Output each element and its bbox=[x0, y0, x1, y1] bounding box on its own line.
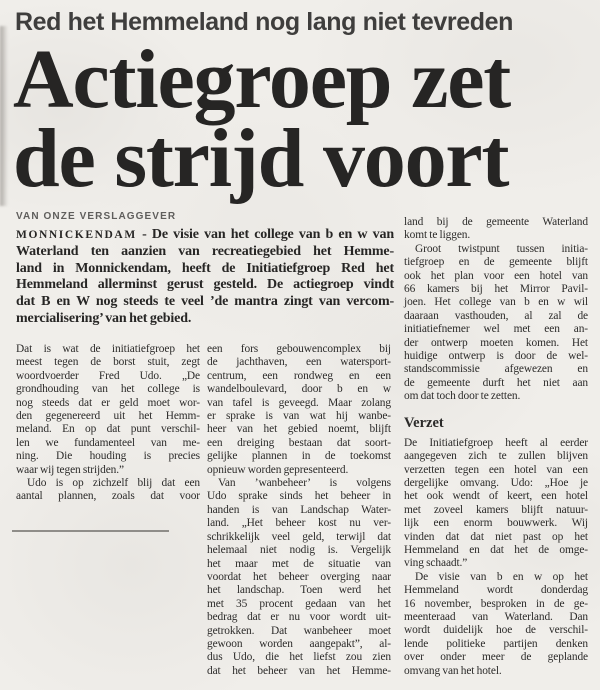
body-paragraph bbox=[404, 437, 588, 571]
text-line: het maar met de situatie van bbox=[207, 557, 391, 570]
body-paragraph bbox=[16, 343, 200, 477]
column-middle bbox=[207, 343, 391, 678]
text-line: aantal plannen, zoals dat voor bbox=[16, 490, 200, 503]
text-line: joen. Het college van b en w wil bbox=[404, 296, 588, 309]
text-line: bedrag dat er nu voor wordt uit- bbox=[207, 611, 391, 624]
text-line: met 35 procent gedaan van het bbox=[207, 597, 391, 610]
text-line: land. „Het beheer kost nu ver- bbox=[207, 517, 391, 530]
text-line: een dreiging bestaan dat soort- bbox=[207, 436, 391, 449]
intro-lines bbox=[16, 244, 394, 328]
text-line: handen is van Landschap Water- bbox=[207, 503, 391, 516]
column-left bbox=[16, 343, 200, 504]
text-line: opnieuw worden gepresenteerd. bbox=[207, 463, 349, 476]
text-line: het landschap. Toen werd het bbox=[207, 584, 391, 597]
text-line: 16 november, besproken in de ge- bbox=[404, 597, 588, 610]
body-paragraph bbox=[404, 571, 588, 678]
text-line: verzetten tegen een hotel van een bbox=[404, 463, 588, 476]
text-line: ook het plan voor een hotel van bbox=[404, 269, 588, 282]
text-line: Udo sprake sinds het beheer in bbox=[207, 490, 391, 503]
text-line: De visie van b en w op het bbox=[415, 570, 588, 583]
text-line: woordvoerder Fred Udo. „De bbox=[16, 369, 200, 382]
body-paragraph bbox=[404, 216, 588, 243]
text-line: het ook wendt of keert, een hotel bbox=[404, 490, 588, 503]
text-line: helemaal niet nodig is. Vergelijk bbox=[207, 544, 391, 557]
kicker-headline: Red het Hemmeland nog lang niet tevreden bbox=[15, 8, 513, 36]
text-line: lijk een enorm bouwwerk. Wij bbox=[404, 517, 588, 530]
byline: VAN ONZE VERSLAGGEVER bbox=[16, 211, 177, 222]
text-line: van tafel is geveegd. Maar zolang bbox=[207, 396, 391, 409]
text-line: wordt duidelijk hoe de verschil- bbox=[404, 624, 588, 637]
text-line: vinden dat dat niet past op het bbox=[404, 530, 588, 543]
text-line: Groot twistpunt tussen initia- bbox=[415, 242, 588, 255]
text-line: dus Udo, die het liefst zou zien bbox=[207, 651, 391, 664]
text-line: de gemeente durft het niet aan bbox=[404, 376, 588, 389]
text-line: gelijke plannen in de toekomst bbox=[207, 450, 391, 463]
text-line: dergelijke omvang. Udo: „Hoe je bbox=[404, 476, 588, 489]
body-paragraph bbox=[207, 477, 391, 678]
text-line: dat B en W nog steeds te veel ’de mantra zingt van vercom- bbox=[16, 294, 394, 310]
main-headline bbox=[13, 33, 595, 205]
text-line: centrum, een rondweg en een bbox=[207, 369, 391, 382]
text-line: mercialisering’ van het gebied. bbox=[16, 310, 192, 326]
text-line: omvang van het hotel. bbox=[404, 664, 502, 677]
text-line: schrikkelijk veel geld, terwijl dat bbox=[207, 530, 391, 543]
text-line: 66 kamers bij het Mirror Pavil- bbox=[404, 283, 588, 296]
intro-paragraph bbox=[16, 227, 394, 328]
text-line: initiatiefnemer wel met een an- bbox=[404, 323, 588, 336]
text-line: Dat is wat de initiatiefgroep het bbox=[16, 343, 200, 355]
text-line: Udo is op zichzelf blij dat een bbox=[27, 477, 200, 490]
text-line: grondhouding van het college is bbox=[16, 383, 200, 396]
body-paragraph bbox=[404, 243, 588, 404]
intro-first-line-text: - De visie van het college van b en w van bbox=[142, 227, 394, 242]
text-line: gewoon worden aangepakt”, al- bbox=[207, 637, 391, 650]
text-line: om dat toch door te zetten. bbox=[404, 390, 521, 403]
text-line: Hemmeland en dat het de omge- bbox=[404, 543, 588, 556]
text-line: land bij de gemeente Waterland bbox=[404, 216, 588, 228]
headline-line-1: Actiegroep zet bbox=[13, 33, 511, 126]
dateline: MONNICKENDAM bbox=[16, 229, 137, 241]
text-line: der ontwerp moeten komen. Het bbox=[404, 336, 588, 349]
text-line: len we fundamenteel van me- bbox=[16, 436, 200, 449]
text-line: daaraan vasthouden, al zal de bbox=[404, 309, 588, 322]
text-line: Hemmeland allerminst gerust gesteld. De actiegroep vindt bbox=[16, 277, 394, 293]
text-line: wandelboulevard, door b en w bbox=[207, 383, 391, 396]
text-line bbox=[16, 227, 394, 244]
text-line: lende politieke partijen denken bbox=[404, 637, 588, 650]
text-line: over onder meer de geplande bbox=[404, 651, 588, 664]
text-line: huidige ontwerp is door de wel- bbox=[404, 350, 588, 363]
text-line: de jachthaven, een watersport- bbox=[207, 356, 391, 369]
section-subhead: Verzet bbox=[404, 414, 444, 431]
text-line: meland. En op dat punt verschil- bbox=[16, 423, 200, 436]
text-line: meest tegen de borst stuit, zegt bbox=[16, 356, 200, 369]
body-paragraph bbox=[207, 343, 391, 477]
text-line: waar wij tegen strijden.” bbox=[16, 463, 124, 476]
headline-line-2: de strijd voort bbox=[13, 112, 509, 205]
column-right bbox=[404, 216, 588, 678]
text-line: Van ’wanbeheer’ is volgens bbox=[218, 477, 391, 490]
text-line: land in Monnickendam, heeft de Initiatiefgroep Red het bbox=[16, 260, 394, 276]
text-line: nog steeds dat er geld moet wor- bbox=[16, 396, 200, 409]
text-line: ving schaadt.” bbox=[404, 557, 468, 570]
text-line: voordat het beheer overging naar bbox=[207, 570, 391, 583]
text-line: met zoveel kamers blijft natuur- bbox=[404, 503, 588, 516]
column-divider-rule bbox=[12, 530, 169, 532]
body-paragraph bbox=[16, 477, 200, 504]
text-line: Waterland ten aanzien van recreatiegebied het Hemme- bbox=[16, 243, 394, 259]
text-line: tiefgroep en de gemeente blijft bbox=[404, 256, 588, 269]
text-line: den gegenereerd uit het Hemm- bbox=[16, 410, 200, 423]
text-line: standscommissie afgewezen en bbox=[404, 363, 588, 376]
text-line: getrokken. Dat wanbeheer moet bbox=[207, 624, 391, 637]
text-line: ning. Die houding is precies bbox=[16, 450, 200, 463]
text-line: meenteraad van Waterland. Dan bbox=[404, 610, 588, 623]
text-line: dat het beheer van het Hemme- bbox=[207, 664, 391, 677]
text-line: een fors gebouwencomplex bij bbox=[207, 343, 391, 355]
scan-edge-shadow bbox=[0, 26, 8, 206]
text-line: heer van het gebied noemt, blijft bbox=[207, 423, 391, 436]
text-line: Hemmeland wordt donderdag bbox=[404, 584, 588, 597]
text-line: aangegeven zich te zullen blijven bbox=[404, 450, 588, 463]
text-line: De Initiatiefgroep heeft al eerder bbox=[404, 436, 588, 449]
text-line: komt te liggen. bbox=[404, 229, 471, 242]
text-line: er sprake is van wat hij wanbe- bbox=[207, 410, 391, 423]
